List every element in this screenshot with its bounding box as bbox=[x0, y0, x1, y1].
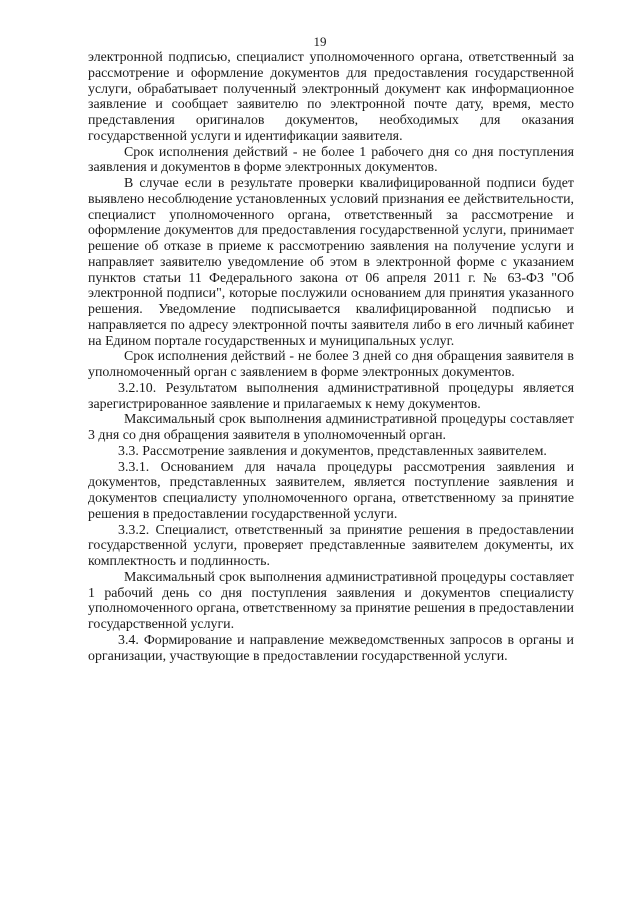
paragraph-2: Срок исполнения действий - не более 1 рабочего дня со дня поступления заявления и документов в форме электронных документов. bbox=[88, 144, 574, 176]
paragraph-8: 3.3.1. Основанием для начала процедуры рассмотрения заявления и документов, представленных заявителем, является поступление заявления и документов специалисту уполномоченного органа, ответственному за принятие решения в предоставлении государственной услуги. bbox=[88, 459, 574, 522]
paragraph-11: 3.4. Формирование и направление межведомственных запросов в органы и организации, участвующие в предоставлении государственной услуги. bbox=[88, 632, 574, 664]
paragraph-6: Максимальный срок выполнения административной процедуры составляет 3 дня со дня обращения заявителя в уполномоченный орган. bbox=[88, 412, 574, 443]
document-body bbox=[88, 50, 574, 664]
paragraph-5: 3.2.10. Результатом выполнения административной процедуры является зарегистрированное заявление и прилагаемых к нему документов. bbox=[88, 380, 574, 412]
paragraph-7: 3.3. Рассмотрение заявления и документов, представленных заявителем. bbox=[118, 443, 547, 459]
paragraph-1: электронной подписью, специалист уполномоченного органа, ответственный за рассмотрение и оформление документов для предоставления государственной услуги, обрабатывает полученный электронный документ как информационное заявление и сообщает заявителю по электронной почте дату, время, место представления оригиналов документов, необходимых для оказания государственной услуги и идентификации заявителя. bbox=[88, 50, 574, 144]
paragraph-9: 3.3.2. Специалист, ответственный за принятие решения в предоставлении государственной услуги, проверяет представленные заявителем документы, их комплектность и подлинность. bbox=[88, 522, 574, 569]
paragraph-10: Максимальный срок выполнения административной процедуры составляет 1 рабочий день со дня поступления заявления и документов специалисту уполномоченного органа, ответственному за принятие решения в предоставлении государственной услуги. bbox=[88, 569, 574, 632]
paragraph-3: В случае если в результате проверки квалифицированной подписи будет выявлено несоблюдение установленных условий признания ее действительности, специалист уполномоченного органа, ответственный за рассмотрение и оформление документов для предоставления государственной услуги, принимает решение об отказе в приеме к рассмотрению заявления на получение услуги и направляет заявителю уведомление об этом в электронной форме с указанием пунктов статьи 11 Федерального закона от 06 апреля 2011 г. № 63-ФЗ "Об электронной подписи", которые послужили основанием для принятия указанного решения. Уведомление подписывается квалифицированной подписью и направляется по адресу электронной почты заявителя либо в его личный кабинет на Едином портале государственных и муниципальных услуг. bbox=[88, 176, 574, 349]
paragraph-4: Срок исполнения действий - не более 3 дней со дня обращения заявителя в уполномоченный орган с заявлением в форме электронных документов. bbox=[88, 349, 574, 380]
page-number: 19 bbox=[313, 34, 327, 49]
